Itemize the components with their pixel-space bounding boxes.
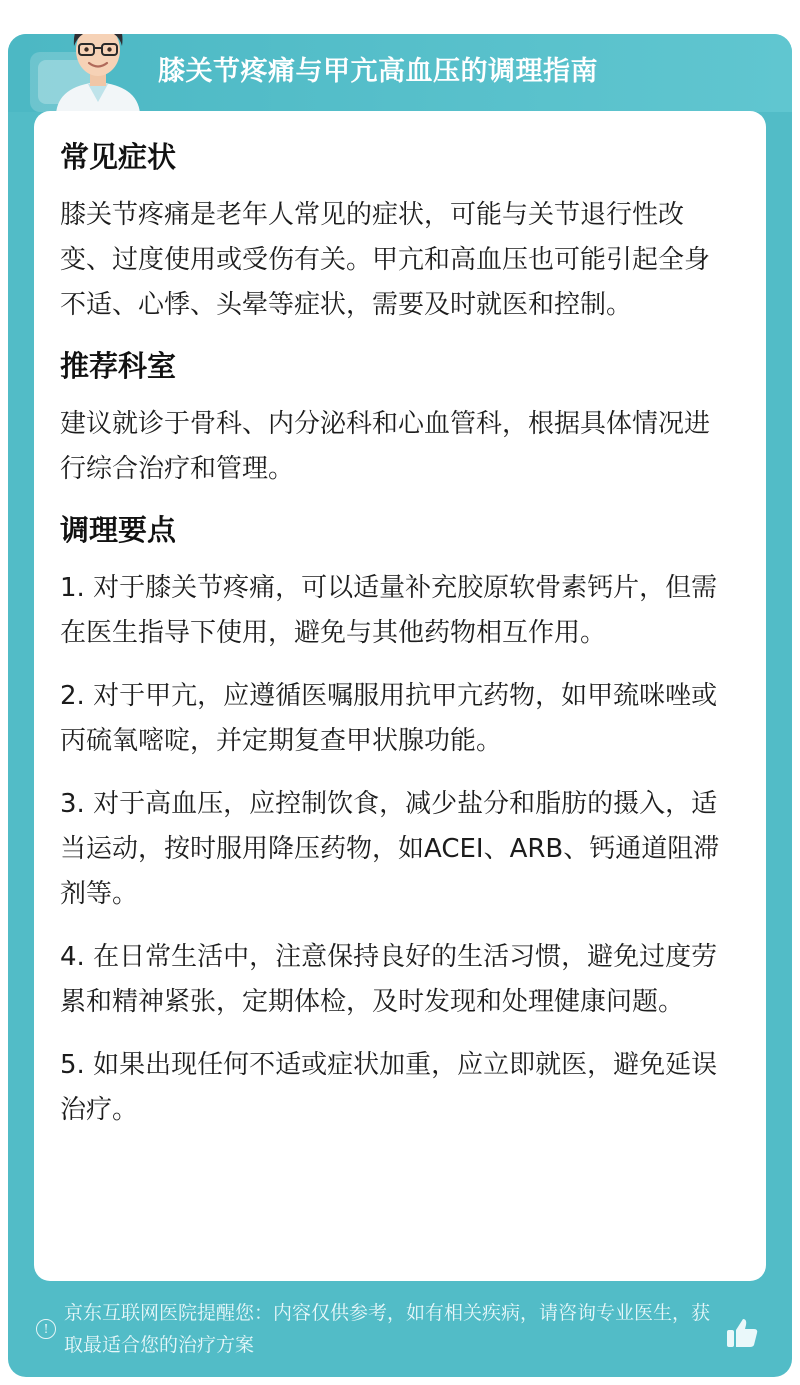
section-heading: 调理要点 xyxy=(60,513,177,547)
footer-disclaimer: 京东互联网医院提醒您：内容仅供参考，如有相关疾病，请咨询专业医生，获取最适合您的治疗方案 xyxy=(64,1302,711,1356)
doctor-avatar xyxy=(48,34,148,114)
section-heading: 常见症状 xyxy=(60,140,177,174)
info-icon: ! xyxy=(36,1319,56,1339)
section-departments xyxy=(60,346,726,492)
content-panel xyxy=(34,111,766,1281)
care-point-item: 5. 如果出现任何不适或症状加重，应立即就医，避免延误治疗。 xyxy=(60,1050,718,1125)
section-heading: 推荐科室 xyxy=(60,349,177,383)
section-symptoms xyxy=(60,137,726,328)
section-paragraph: 膝关节疼痛是老年人常见的症状，可能与关节退行性改变、过度使用或受伤有关。甲亢和高血压也可能引起全身不适、心悸、头晕等症状，需要及时就医和控制。 xyxy=(60,200,711,320)
care-point-item: 1. 对于膝关节疼痛，可以适量补充胶原软骨素钙片，但需在医生指导下使用，避免与其他药物相互作用。 xyxy=(60,573,718,648)
care-point-item: 2. 对于甲亢，应遵循医嘱服用抗甲亢药物，如甲巯咪唑或丙硫氧嘧啶，并定期复查甲状腺功能。 xyxy=(60,681,718,756)
care-point-item: 4. 在日常生活中，注意保持良好的生活习惯，避免过度劳累和精神紧张，定期体检，及时发现和处理健康问题。 xyxy=(60,942,718,1017)
guide-card xyxy=(8,34,792,1377)
section-paragraph: 建议就诊于骨科、内分泌科和心血管科，根据具体情况进行综合治疗和管理。 xyxy=(60,409,711,484)
section-care-points xyxy=(60,510,726,1133)
thumbs-up-icon[interactable] xyxy=(724,1315,760,1351)
content-body xyxy=(60,137,726,1151)
page-title: 膝关节疼痛与甲亢高血压的调理指南 xyxy=(158,56,598,87)
care-point-item: 3. 对于高血压，应控制饮食，减少盐分和脂肪的摄入，适当运动，按时服用降压药物，如ACEI、ARB、钙通道阻滞剂等。 xyxy=(60,789,720,909)
footer-notice xyxy=(8,1289,792,1369)
